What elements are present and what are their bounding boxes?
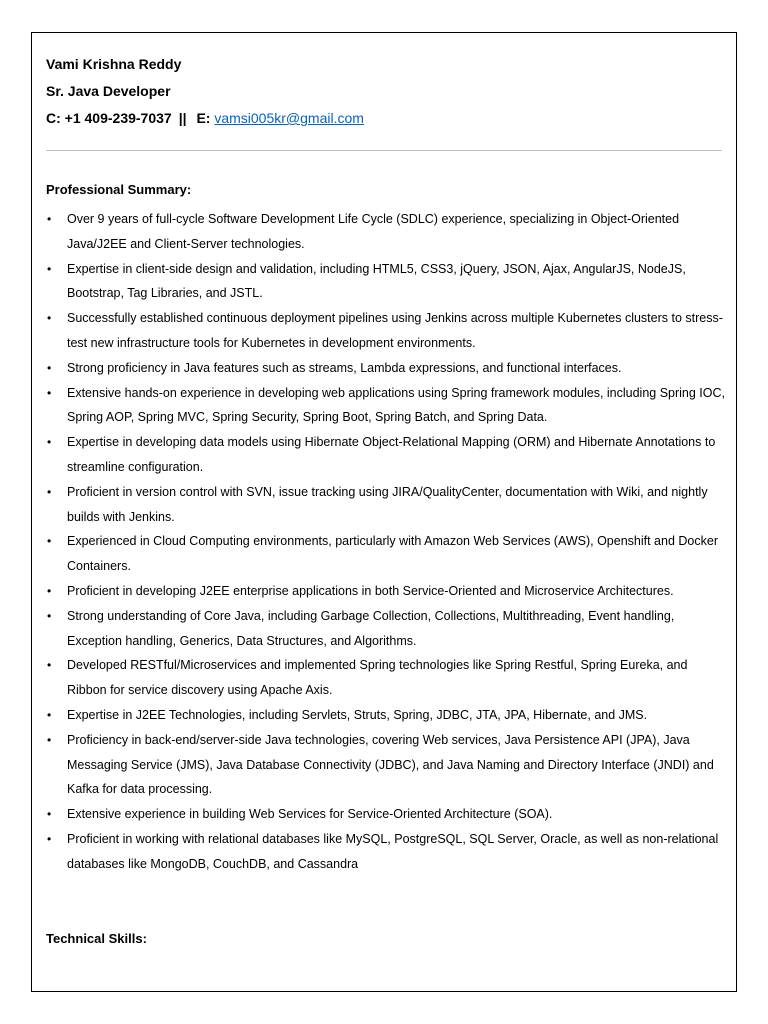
bullet-icon: • — [47, 360, 52, 375]
summary-list-item — [46, 604, 726, 654]
candidate-title: Sr. Java Developer — [46, 83, 171, 99]
summary-list-item — [46, 579, 726, 604]
summary-list-item — [46, 306, 726, 356]
summary-list-item — [46, 257, 726, 307]
contact-separator: || — [178, 110, 187, 126]
summary-list-item — [46, 728, 726, 802]
summary-item-text: Proficient in working with relational databases like MySQL, PostgreSQL, SQL Server, Oracle, as well as non-relational databases like MongoDB, CouchDB, and Cassandra — [67, 831, 719, 871]
contact-header — [46, 51, 722, 132]
summary-item-text: Expertise in developing data models using Hibernate Object-Relational Mapping (ORM) and Hibernate Annotations to streamline configuration. — [67, 435, 716, 474]
bullet-icon: • — [47, 484, 52, 499]
bullet-icon: • — [47, 831, 52, 846]
email-label: E: — [196, 110, 211, 126]
resume-page — [31, 32, 737, 992]
bullet-icon: • — [47, 583, 52, 598]
summary-list-item — [46, 430, 726, 480]
summary-item-text: Proficiency in back-end/server-side Java technologies, covering Web services, Java Persistence API (JPA), Java Messaging Service (JMS), Java Database Connectivity (JDBC), and Java Naming and Directory Interface (JNDI) and Kafka for data processing. — [67, 732, 714, 797]
summary-list-item — [46, 529, 726, 579]
bullet-icon: • — [47, 732, 52, 747]
summary-item-text: Extensive hands-on experience in developing web applications using Spring framework modules, including Spring IOC, Spring AOP, Spring MVC, Spring Security, Spring Boot, Spring Batch, and Spring Data. — [67, 385, 726, 425]
contact-line — [46, 105, 722, 132]
summary-list-item — [46, 653, 726, 703]
bullet-icon: • — [47, 658, 52, 673]
bullet-icon: • — [47, 311, 52, 326]
bullet-icon: • — [47, 385, 52, 400]
summary-item-text: Successfully established continuous deployment pipelines using Jenkins across multiple Kubernetes clusters to stress-test new infrastructure tools for Kubernetes in development environments. — [67, 311, 723, 350]
header-divider — [46, 150, 722, 151]
summary-list-item — [46, 802, 726, 827]
bullet-icon: • — [47, 534, 52, 549]
summary-item-text: Expertise in J2EE Technologies, including Servlets, Struts, Spring, JDBC, JTA, JPA, Hibernate, and JMS. — [67, 707, 648, 722]
professional-summary-list — [46, 207, 726, 877]
summary-item-text: Extensive experience in building Web Services for Service-Oriented Architecture (SOA). — [67, 807, 553, 822]
summary-item-text: Expertise in client-side design and validation, including HTML5, CSS3, jQuery, JSON, Ajax, AngularJS, NodeJS, Bootstrap, Tag Libraries, and JSTL. — [67, 261, 686, 301]
bullet-icon: • — [47, 707, 52, 722]
bullet-icon: • — [47, 212, 52, 226]
phone-number: C: +1 409-239-7037 — [46, 110, 172, 126]
summary-list-item — [46, 207, 726, 257]
summary-item-text: Over 9 years of full-cycle Software Development Life Cycle (SDLC) experience, specializing in Object-Oriented Java/J2EE and Client-Server technologies. — [67, 212, 680, 251]
professional-summary-heading: Professional Summary: — [46, 182, 192, 197]
summary-item-text: Experienced in Cloud Computing environments, particularly with Amazon Web Services (AWS), Openshift and Docker Containers. — [67, 534, 718, 574]
summary-item-text: Proficient in developing J2EE enterprise applications in both Service-Oriented and Microservice Architectures. — [67, 583, 674, 598]
bullet-icon: • — [47, 261, 52, 276]
summary-item-text: Strong proficiency in Java features such as streams, Lambda expressions, and functional interfaces. — [67, 360, 622, 375]
technical-skills-heading: Technical Skills: — [46, 931, 147, 946]
candidate-name: Vami Krishna Reddy — [46, 56, 182, 72]
summary-list-item — [46, 827, 726, 877]
summary-list-item — [46, 381, 726, 431]
summary-item-text: Proficient in version control with SVN, issue tracking using JIRA/QualityCenter, documentation with Wiki, and nightly builds with Jenkins. — [67, 484, 708, 524]
summary-item-text: Strong understanding of Core Java, including Garbage Collection, Collections, Multithreading, Event handling, Exception handling, Generics, Data Structures, and Algorithms. — [67, 608, 675, 648]
summary-list-item — [46, 480, 726, 530]
bullet-icon: • — [47, 608, 52, 623]
email-link[interactable]: vamsi005kr@gmail.com — [214, 110, 364, 126]
summary-list-item — [46, 356, 726, 381]
bullet-icon: • — [47, 435, 52, 450]
summary-list-item — [46, 703, 726, 728]
bullet-icon: • — [47, 807, 52, 822]
summary-item-text: Developed RESTful/Microservices and implemented Spring technologies like Spring Restful, Spring Eureka, and Ribbon for service discovery using Apache Axis. — [67, 658, 688, 698]
